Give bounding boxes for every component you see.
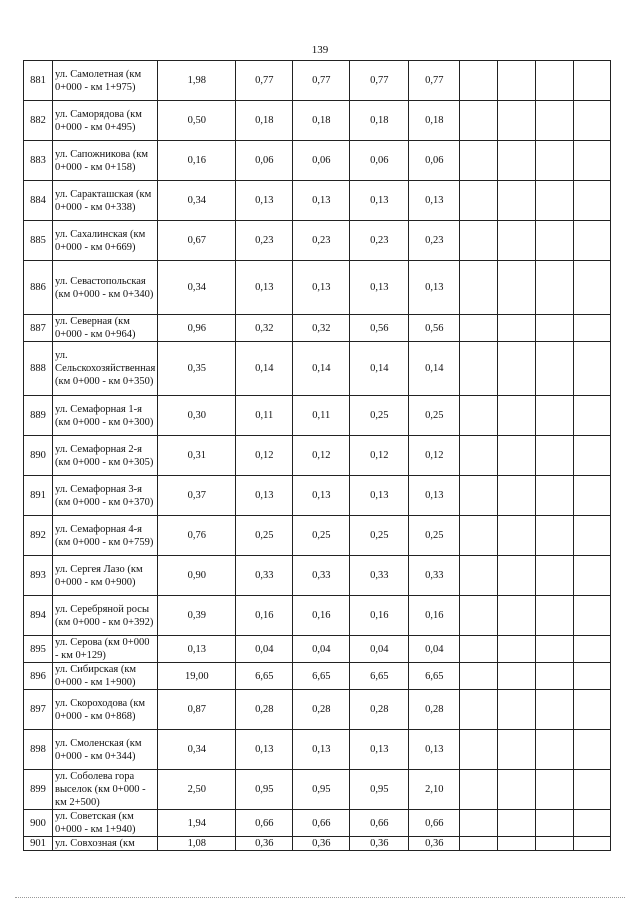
empty-cell xyxy=(574,221,611,261)
empty-cell xyxy=(574,61,611,101)
table-row xyxy=(24,396,611,436)
empty-cell xyxy=(536,810,574,837)
empty-cell xyxy=(460,663,498,690)
value-cell: 0,33 xyxy=(293,556,350,596)
value-cell: 0,32 xyxy=(236,315,293,342)
road-name: ул. Сельскохозяйственная (км 0+000 - км 0+350) xyxy=(53,342,158,396)
value-cell: 0,18 xyxy=(409,101,460,141)
value-cell: 0,11 xyxy=(293,396,350,436)
value-cell: 0,16 xyxy=(236,596,293,636)
table-row xyxy=(24,101,611,141)
empty-cell xyxy=(574,770,611,810)
row-number: 881 xyxy=(24,61,53,101)
road-name: ул. Семафорная 4-я (км 0+000 - км 0+759) xyxy=(53,516,158,556)
road-name: ул. Самолетная (км 0+000 - км 1+975) xyxy=(53,61,158,101)
empty-cell xyxy=(460,730,498,770)
empty-cell xyxy=(498,61,536,101)
value-cell: 0,14 xyxy=(236,342,293,396)
value-cell: 1,94 xyxy=(158,810,236,837)
empty-cell xyxy=(536,636,574,663)
empty-cell xyxy=(498,261,536,315)
value-cell: 6,65 xyxy=(236,663,293,690)
road-name: ул. Советская (км 0+000 - км 1+940) xyxy=(53,810,158,837)
value-cell: 0,14 xyxy=(409,342,460,396)
row-number: 897 xyxy=(24,690,53,730)
row-number: 898 xyxy=(24,730,53,770)
table-row xyxy=(24,690,611,730)
value-cell: 2,10 xyxy=(409,770,460,810)
value-cell: 6,65 xyxy=(409,663,460,690)
empty-cell xyxy=(460,61,498,101)
value-cell: 0,13 xyxy=(293,476,350,516)
empty-cell xyxy=(574,663,611,690)
empty-cell xyxy=(460,636,498,663)
row-number: 884 xyxy=(24,181,53,221)
empty-cell xyxy=(536,221,574,261)
empty-cell xyxy=(460,315,498,342)
empty-cell xyxy=(536,436,574,476)
empty-cell xyxy=(574,261,611,315)
empty-cell xyxy=(574,556,611,596)
value-cell: 0,12 xyxy=(409,436,460,476)
value-cell: 19,00 xyxy=(158,663,236,690)
empty-cell xyxy=(536,690,574,730)
road-table xyxy=(23,60,611,851)
value-cell: 0,66 xyxy=(293,810,350,837)
road-name: ул. Сапожникова (км 0+000 - км 0+158) xyxy=(53,141,158,181)
row-number: 896 xyxy=(24,663,53,690)
empty-cell xyxy=(574,342,611,396)
value-cell: 0,25 xyxy=(350,396,409,436)
empty-cell xyxy=(536,141,574,181)
value-cell: 0,36 xyxy=(236,837,293,851)
empty-cell xyxy=(498,315,536,342)
empty-cell xyxy=(536,476,574,516)
table-row xyxy=(24,810,611,837)
empty-cell xyxy=(498,476,536,516)
value-cell: 0,34 xyxy=(158,181,236,221)
value-cell: 0,13 xyxy=(293,730,350,770)
empty-cell xyxy=(536,396,574,436)
empty-cell xyxy=(498,396,536,436)
value-cell: 0,56 xyxy=(409,315,460,342)
empty-cell xyxy=(574,141,611,181)
value-cell: 0,25 xyxy=(350,516,409,556)
value-cell: 0,13 xyxy=(350,730,409,770)
value-cell: 0,66 xyxy=(409,810,460,837)
empty-cell xyxy=(460,770,498,810)
value-cell: 2,50 xyxy=(158,770,236,810)
row-number: 889 xyxy=(24,396,53,436)
value-cell: 0,36 xyxy=(350,837,409,851)
row-number: 895 xyxy=(24,636,53,663)
empty-cell xyxy=(460,342,498,396)
row-number: 891 xyxy=(24,476,53,516)
road-name: ул. Смоленская (км 0+000 - км 0+344) xyxy=(53,730,158,770)
empty-cell xyxy=(498,516,536,556)
value-cell: 0,04 xyxy=(350,636,409,663)
table-row xyxy=(24,770,611,810)
value-cell: 0,13 xyxy=(236,181,293,221)
value-cell: 0,66 xyxy=(236,810,293,837)
empty-cell xyxy=(536,730,574,770)
empty-cell xyxy=(498,636,536,663)
value-cell: 0,18 xyxy=(293,101,350,141)
table-row xyxy=(24,476,611,516)
value-cell: 0,13 xyxy=(409,181,460,221)
empty-cell xyxy=(574,181,611,221)
row-number: 901 xyxy=(24,837,53,851)
value-cell: 0,34 xyxy=(158,261,236,315)
value-cell: 0,14 xyxy=(293,342,350,396)
road-name: ул. Серебряной росы (км 0+000 - км 0+392) xyxy=(53,596,158,636)
empty-cell xyxy=(536,315,574,342)
empty-cell xyxy=(536,837,574,851)
row-number: 899 xyxy=(24,770,53,810)
empty-cell xyxy=(574,690,611,730)
road-name: ул. Севастопольская (км 0+000 - км 0+340) xyxy=(53,261,158,315)
table-row xyxy=(24,261,611,315)
value-cell: 0,14 xyxy=(350,342,409,396)
empty-cell xyxy=(460,516,498,556)
value-cell: 6,65 xyxy=(293,663,350,690)
empty-cell xyxy=(498,141,536,181)
empty-cell xyxy=(574,810,611,837)
empty-cell xyxy=(536,261,574,315)
value-cell: 0,06 xyxy=(350,141,409,181)
road-name: ул. Сибирская (км 0+000 - км 1+900) xyxy=(53,663,158,690)
empty-cell xyxy=(498,770,536,810)
road-name: ул. Сахалинская (км 0+000 - км 0+669) xyxy=(53,221,158,261)
table-row xyxy=(24,596,611,636)
empty-cell xyxy=(574,636,611,663)
table-row xyxy=(24,663,611,690)
value-cell: 0,76 xyxy=(158,516,236,556)
road-name: ул. Соболева гора выселок (км 0+000 - км 2+500) xyxy=(53,770,158,810)
empty-cell xyxy=(498,690,536,730)
empty-cell xyxy=(574,396,611,436)
value-cell: 0,36 xyxy=(409,837,460,851)
empty-cell xyxy=(460,221,498,261)
value-cell: 0,50 xyxy=(158,101,236,141)
value-cell: 0,33 xyxy=(409,556,460,596)
value-cell: 0,13 xyxy=(350,181,409,221)
row-number: 882 xyxy=(24,101,53,141)
row-number: 900 xyxy=(24,810,53,837)
value-cell: 0,12 xyxy=(293,436,350,476)
value-cell: 0,77 xyxy=(236,61,293,101)
empty-cell xyxy=(460,690,498,730)
road-name: ул. Семафорная 2-я (км 0+000 - км 0+305) xyxy=(53,436,158,476)
value-cell: 0,16 xyxy=(293,596,350,636)
table-row xyxy=(24,837,611,851)
empty-cell xyxy=(498,221,536,261)
row-number: 890 xyxy=(24,436,53,476)
value-cell: 1,98 xyxy=(158,61,236,101)
empty-cell xyxy=(574,837,611,851)
value-cell: 0,13 xyxy=(350,476,409,516)
value-cell: 0,35 xyxy=(158,342,236,396)
page-number: 139 xyxy=(311,44,329,56)
empty-cell xyxy=(498,663,536,690)
empty-cell xyxy=(460,476,498,516)
table-row xyxy=(24,730,611,770)
empty-cell xyxy=(574,101,611,141)
value-cell: 0,06 xyxy=(293,141,350,181)
value-cell: 0,23 xyxy=(409,221,460,261)
empty-cell xyxy=(574,436,611,476)
row-number: 887 xyxy=(24,315,53,342)
value-cell: 0,31 xyxy=(158,436,236,476)
empty-cell xyxy=(498,837,536,851)
value-cell: 0,13 xyxy=(236,476,293,516)
value-cell: 0,16 xyxy=(409,596,460,636)
empty-cell xyxy=(536,342,574,396)
row-number: 894 xyxy=(24,596,53,636)
value-cell: 0,13 xyxy=(409,730,460,770)
road-name: ул. Скороходова (км 0+000 - км 0+868) xyxy=(53,690,158,730)
table-row xyxy=(24,342,611,396)
empty-cell xyxy=(460,181,498,221)
empty-cell xyxy=(460,101,498,141)
value-cell: 0,34 xyxy=(158,730,236,770)
value-cell: 0,25 xyxy=(409,396,460,436)
value-cell: 0,18 xyxy=(350,101,409,141)
empty-cell xyxy=(536,556,574,596)
empty-cell xyxy=(460,436,498,476)
value-cell: 0,56 xyxy=(350,315,409,342)
value-cell: 0,04 xyxy=(236,636,293,663)
road-name: ул. Совхозная (км xyxy=(53,837,158,851)
road-name: ул. Серова (км 0+000 - км 0+129) xyxy=(53,636,158,663)
value-cell: 0,28 xyxy=(236,690,293,730)
table-row xyxy=(24,636,611,663)
table-row xyxy=(24,315,611,342)
empty-cell xyxy=(460,261,498,315)
empty-cell xyxy=(536,61,574,101)
empty-cell xyxy=(498,556,536,596)
value-cell: 0,16 xyxy=(350,596,409,636)
value-cell: 0,13 xyxy=(293,181,350,221)
value-cell: 0,25 xyxy=(236,516,293,556)
value-cell: 0,13 xyxy=(293,261,350,315)
value-cell: 0,23 xyxy=(293,221,350,261)
value-cell: 0,04 xyxy=(409,636,460,663)
empty-cell xyxy=(498,181,536,221)
table-row xyxy=(24,181,611,221)
table-row xyxy=(24,556,611,596)
value-cell: 0,33 xyxy=(236,556,293,596)
value-cell: 0,28 xyxy=(293,690,350,730)
value-cell: 0,12 xyxy=(236,436,293,476)
empty-cell xyxy=(574,315,611,342)
empty-cell xyxy=(574,516,611,556)
empty-cell xyxy=(574,476,611,516)
empty-cell xyxy=(574,596,611,636)
value-cell: 0,36 xyxy=(293,837,350,851)
empty-cell xyxy=(460,810,498,837)
value-cell: 0,39 xyxy=(158,596,236,636)
value-cell: 0,23 xyxy=(236,221,293,261)
value-cell: 0,16 xyxy=(158,141,236,181)
value-cell: 0,28 xyxy=(350,690,409,730)
empty-cell xyxy=(460,141,498,181)
road-name: ул. Сергея Лазо (км 0+000 - км 0+900) xyxy=(53,556,158,596)
value-cell: 0,11 xyxy=(236,396,293,436)
value-cell: 0,13 xyxy=(158,636,236,663)
value-cell: 0,77 xyxy=(293,61,350,101)
value-cell: 0,90 xyxy=(158,556,236,596)
value-cell: 0,77 xyxy=(409,61,460,101)
value-cell: 0,32 xyxy=(293,315,350,342)
value-cell: 1,08 xyxy=(158,837,236,851)
empty-cell xyxy=(536,596,574,636)
value-cell: 0,25 xyxy=(293,516,350,556)
value-cell: 0,95 xyxy=(293,770,350,810)
value-cell: 0,12 xyxy=(350,436,409,476)
road-name: ул. Северная (км 0+000 - км 0+964) xyxy=(53,315,158,342)
row-number: 888 xyxy=(24,342,53,396)
value-cell: 0,23 xyxy=(350,221,409,261)
empty-cell xyxy=(460,596,498,636)
road-name: ул. Саморядова (км 0+000 - км 0+495) xyxy=(53,101,158,141)
row-number: 883 xyxy=(24,141,53,181)
empty-cell xyxy=(536,181,574,221)
value-cell: 6,65 xyxy=(350,663,409,690)
empty-cell xyxy=(498,342,536,396)
value-cell: 0,96 xyxy=(158,315,236,342)
value-cell: 0,04 xyxy=(293,636,350,663)
value-cell: 0,13 xyxy=(236,261,293,315)
value-cell: 0,06 xyxy=(236,141,293,181)
table-row xyxy=(24,141,611,181)
empty-cell xyxy=(498,596,536,636)
value-cell: 0,33 xyxy=(350,556,409,596)
value-cell: 0,87 xyxy=(158,690,236,730)
value-cell: 0,13 xyxy=(350,261,409,315)
empty-cell xyxy=(498,730,536,770)
value-cell: 0,67 xyxy=(158,221,236,261)
empty-cell xyxy=(460,396,498,436)
value-cell: 0,95 xyxy=(236,770,293,810)
value-cell: 0,30 xyxy=(158,396,236,436)
value-cell: 0,77 xyxy=(350,61,409,101)
row-number: 893 xyxy=(24,556,53,596)
road-name: ул. Семафорная 3-я (км 0+000 - км 0+370) xyxy=(53,476,158,516)
empty-cell xyxy=(498,101,536,141)
value-cell: 0,18 xyxy=(236,101,293,141)
empty-cell xyxy=(460,837,498,851)
empty-cell xyxy=(536,101,574,141)
row-number: 886 xyxy=(24,261,53,315)
table-row xyxy=(24,436,611,476)
value-cell: 0,06 xyxy=(409,141,460,181)
value-cell: 0,95 xyxy=(350,770,409,810)
value-cell: 0,13 xyxy=(236,730,293,770)
empty-cell xyxy=(536,663,574,690)
road-name: ул. Семафорная 1-я (км 0+000 - км 0+300) xyxy=(53,396,158,436)
road-name: ул. Саракташская (км 0+000 - км 0+338) xyxy=(53,181,158,221)
empty-cell xyxy=(574,730,611,770)
value-cell: 0,13 xyxy=(409,261,460,315)
row-number: 885 xyxy=(24,221,53,261)
value-cell: 0,25 xyxy=(409,516,460,556)
empty-cell xyxy=(460,556,498,596)
row-number: 892 xyxy=(24,516,53,556)
value-cell: 0,37 xyxy=(158,476,236,516)
value-cell: 0,13 xyxy=(409,476,460,516)
value-cell: 0,28 xyxy=(409,690,460,730)
page-bottom-edge xyxy=(15,897,625,898)
empty-cell xyxy=(498,810,536,837)
table-row xyxy=(24,61,611,101)
value-cell: 0,66 xyxy=(350,810,409,837)
table-row xyxy=(24,221,611,261)
empty-cell xyxy=(536,516,574,556)
table-row xyxy=(24,516,611,556)
empty-cell xyxy=(536,770,574,810)
empty-cell xyxy=(498,436,536,476)
